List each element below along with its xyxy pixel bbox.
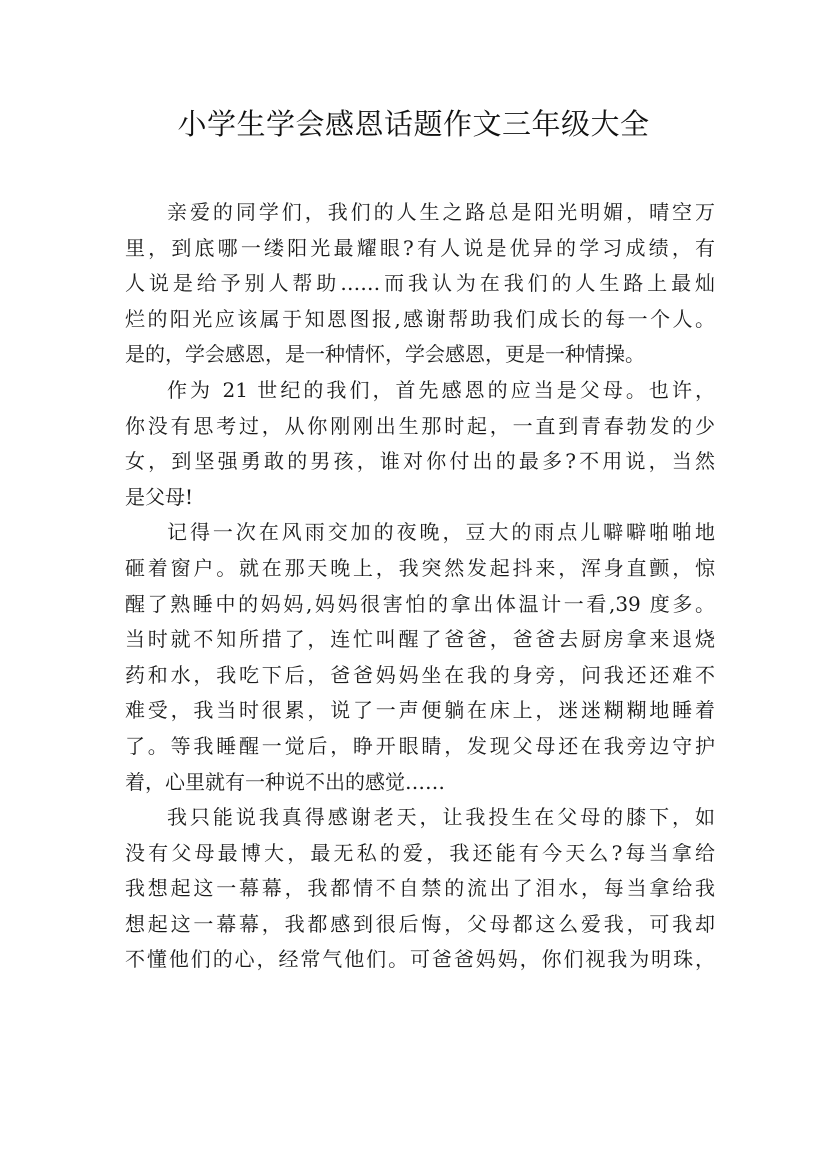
paragraph-line: 想起这一幕幕，我都感到很后悔，父母都这么爱我，可我却 <box>125 911 715 936</box>
paragraph-3 <box>125 515 715 800</box>
paragraph-line: 是父母! <box>125 484 194 509</box>
paragraph-line: 了。等我睡醒一觉后，睁开眼睛，发现父母还在我旁边守护 <box>125 733 715 758</box>
paragraph-line: 女，到坚强勇敢的男孩，谁对你付出的最多?不用说，当然 <box>125 449 715 474</box>
document-body <box>125 195 715 978</box>
paragraph-line: 人说是给予别人帮助……而我认为在我们的人生路上最灿 <box>125 271 715 296</box>
paragraph-line: 记得一次在风雨交加的夜晚，豆大的雨点儿噼噼啪啪地 <box>167 520 715 545</box>
paragraph-line: 醒了熟睡中的妈妈,妈妈很害怕的拿出体温计一看,39 度多。 <box>125 591 715 616</box>
paragraph-line: 不懂他们的心，经常气他们。可爸爸妈妈，你们视我为明珠， <box>125 947 715 972</box>
paragraph-line: 你没有思考过，从你刚刚出生那时起，一直到青春勃发的少 <box>125 413 715 438</box>
paragraph-line: 没有父母最博大，最无私的爱，我还能有今天么?每当拿给 <box>125 840 715 865</box>
paragraph-line: 难受，我当时很累，说了一声便躺在床上，迷迷糊糊地睡着 <box>125 698 715 723</box>
document-title: 小学生学会感恩话题作文三年级大全 <box>177 107 650 141</box>
paragraph-line: 当时就不知所措了，连忙叫醒了爸爸，爸爸去厨房拿来退烧 <box>125 627 715 652</box>
paragraph-line: 烂的阳光应该属于知恩图报,感谢帮助我们成长的每一个人。 <box>125 306 715 331</box>
paragraph-line: 作为 21 世纪的我们，首先感恩的应当是父母。也许， <box>167 377 715 402</box>
paragraph-line: 着，心里就有一种说不出的感觉…… <box>125 769 445 794</box>
paragraph-1 <box>125 195 715 373</box>
paragraph-line: 我只能说我真得感谢老天，让我投生在父母的膝下，如 <box>167 805 715 830</box>
paragraph-line: 是的，学会感恩，是一种情怀，学会感恩，更是一种情操。 <box>125 342 645 367</box>
paragraph-line: 里，到底哪一缕阳光最耀眼?有人说是优异的学习成绩，有 <box>125 235 715 260</box>
paragraph-line: 亲爱的同学们，我们的人生之路总是阳光明媚，晴空万 <box>167 200 715 224</box>
paragraph-2 <box>125 373 715 515</box>
paragraph-line: 我想起这一幕幕，我都情不自禁的流出了泪水，每当拿给我 <box>125 876 715 901</box>
paragraph-line: 药和水，我吃下后，爸爸妈妈坐在我的身旁，问我还还难不 <box>125 662 715 687</box>
paragraph-4 <box>125 800 715 978</box>
paragraph-line: 砸着窗户。就在那天晚上，我突然发起抖来，浑身直颤，惊 <box>125 555 715 580</box>
